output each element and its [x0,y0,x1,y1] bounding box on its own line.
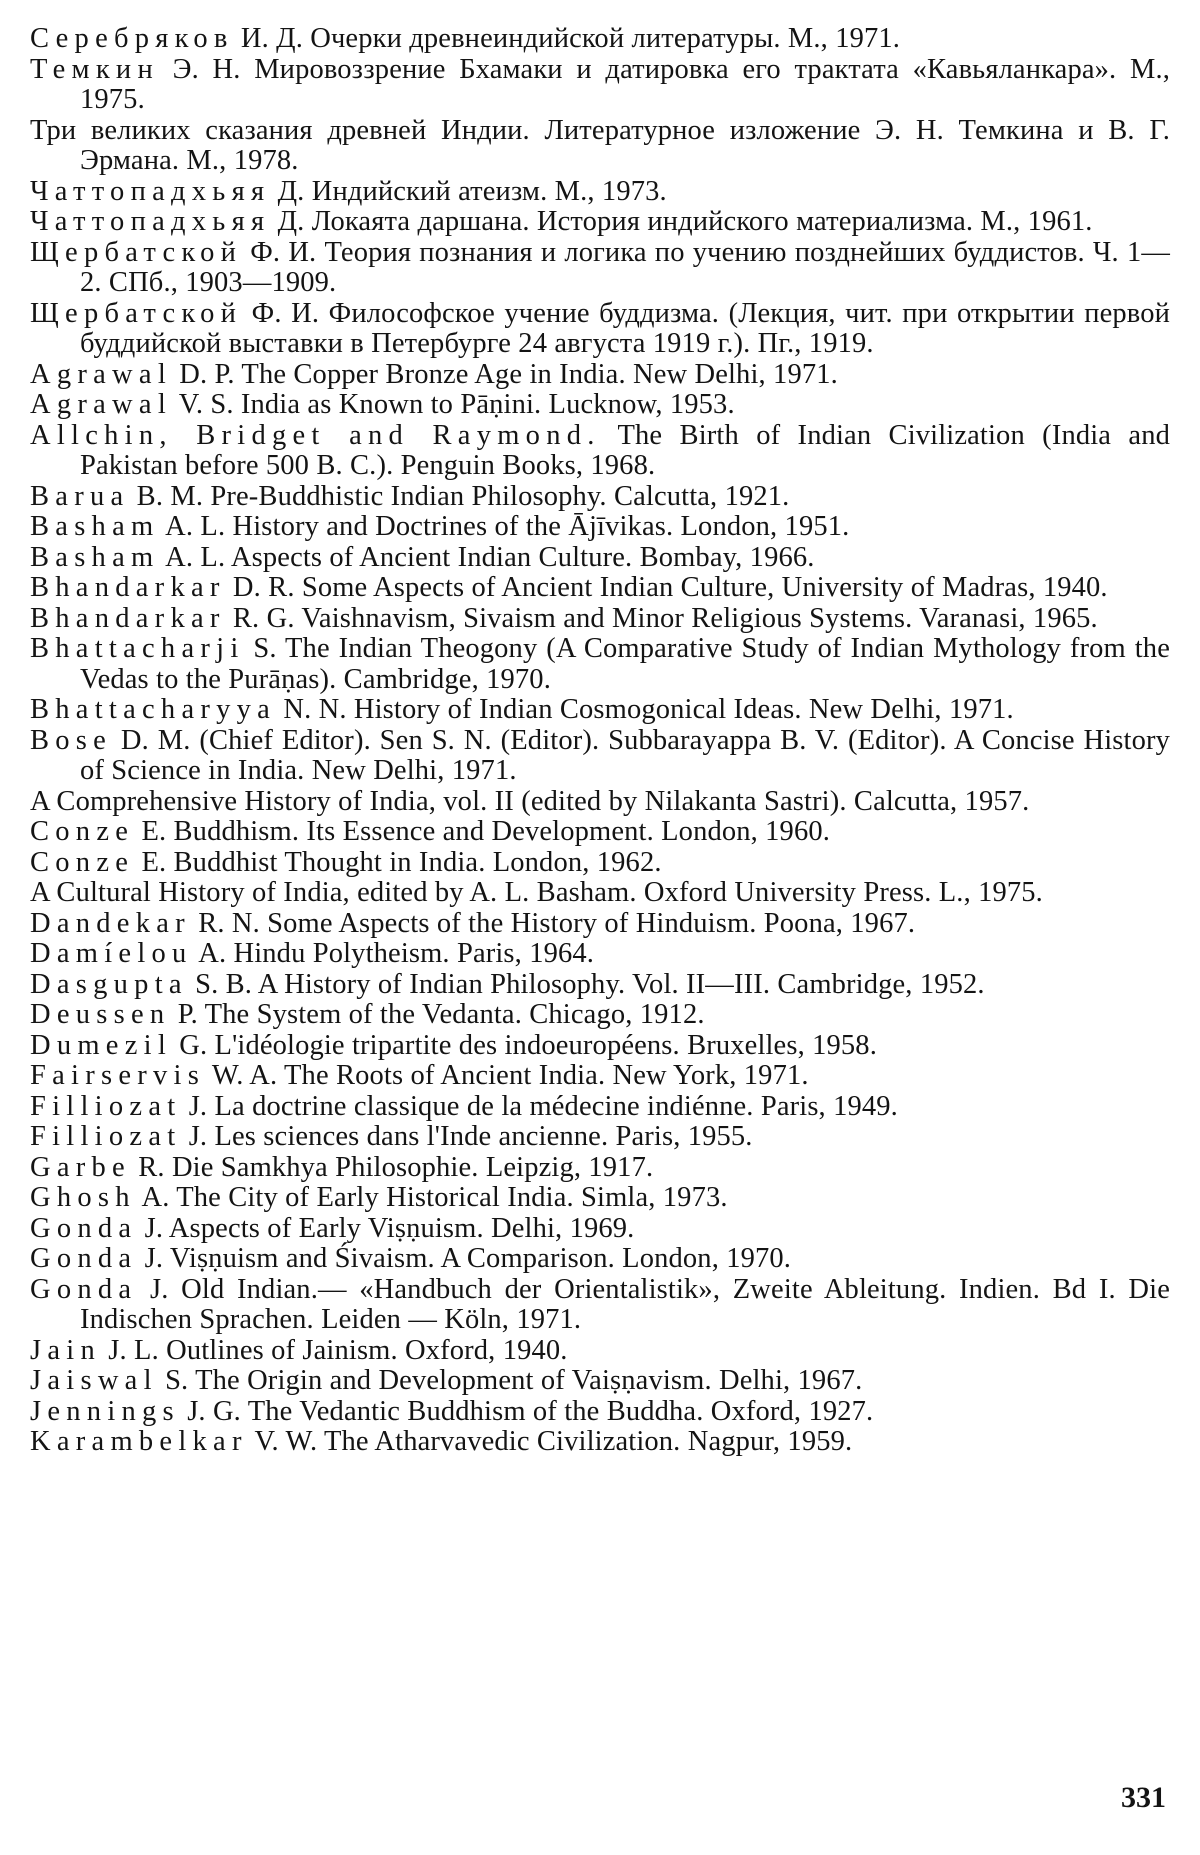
bibliography-entry [30,909,1170,940]
entry-text: N. N. History of Indian Cosmogonical Ideas. New Delhi, 1971. [276,694,1014,725]
bibliography-entry [30,1000,1170,1031]
entry-text: E. Buddhist Thought in India. London, 1962. [134,846,662,878]
bibliography-entry [30,817,1170,848]
entry-text: D. R. Some Aspects of Ancient Indian Culture, University of Madras, 1940. [225,572,1108,603]
entry-author: Gonda [30,1243,138,1274]
entry-author: Fairservis [30,1060,206,1091]
entry-author: Gonda [30,1212,138,1244]
entry-author: Conze [30,846,135,878]
entry-text: J. Viṣṇuism and Śivaism. A Comparison. London, 1970. [137,1243,792,1274]
entry-text: W. A. The Roots of Ancient India. New York, 1971. [205,1060,809,1091]
entry-author: Damíelou [30,938,193,969]
bibliography-entry [30,1031,1170,1062]
bibliography-entry [30,1214,1170,1245]
entry-text: V. S. India as Known to Pāṇini. Lucknow, 1953. [172,389,735,420]
entry-author: Allchin, Bridget and Raymond. [30,419,601,451]
entry-author: Garbe [30,1151,131,1183]
bibliography-entry [30,238,1170,299]
entry-text: J. Les sciences dans l'Inde ancienne. Paris, 1955. [181,1121,753,1152]
entry-text: B. M. Pre-Buddhistic Indian Philosophy. Calcutta, 1921. [129,480,790,512]
entry-text: R. Die Samkhya Philosophie. Leipzig, 1917. [130,1151,654,1183]
entry-text: A. L. Aspects of Ancient Indian Culture. Bombay, 1966. [159,541,815,573]
bibliography-page [30,24,1170,1824]
entry-author: Basham [30,511,160,542]
entry-text: S. The Origin and Development of Vaiṣṇavism. Delhi, 1967. [157,1365,863,1396]
entry-author: Чаттопадхьяя [30,175,271,207]
entry-text: R. G. Vaishnavism, Sivaism and Minor Religious Systems. Varanasi, 1965. [225,602,1098,634]
bibliography-entry [30,848,1170,879]
entry-text: A. The City of Early Historical India. Simla, 1973. [135,1182,728,1213]
entry-text: Три великих сказания древней Индии. Литературное изложение Э. Н. Темкина и В. Г. Эрмана. М., 1978. [30,114,1170,176]
entry-text: Э. Н. Мировоззрение Бхамаки и датировка его трактата «Кавьяланкара». М., 1975. [80,53,1170,115]
page-number: 331 [1121,1781,1166,1814]
entry-author: Dasgupta [30,968,188,1000]
entry-text: Ф. И. Теория познания и логика по учению позднейших буддистов. Ч. 1—2. СПб., 1903—1909. [80,236,1170,298]
entry-author: Чаттопадхьяя [30,206,271,237]
entry-author: Jain [30,1334,101,1366]
bibliography-entry [30,207,1170,238]
entry-author: Bose [30,724,113,756]
bibliography-entry [30,482,1170,513]
bibliography-entry [30,1092,1170,1123]
bibliography-entry [30,1153,1170,1184]
bibliography-entry [30,1122,1170,1153]
entry-author: Серебряков [30,23,234,54]
entry-author: Jennings [30,1395,180,1427]
entry-author: Dumezil [30,1029,173,1061]
bibliography-entry [30,787,1170,818]
bibliography-entry [30,970,1170,1001]
bibliography-entry [30,177,1170,208]
entry-text: Д. Локаята даршана. История индийского материализма. М., 1961. [270,206,1093,237]
bibliography-entry [30,726,1170,787]
entry-author: Dandekar [30,907,191,939]
entry-text: A. L. History and Doctrines of the Ājīvikas. London, 1951. [159,511,850,542]
bibliography-entry [30,634,1170,695]
entry-author: Deussen [30,999,171,1030]
entry-text: S. B. A History of Indian Philosophy. Vol. II—III. Cambridge, 1952. [187,968,985,1000]
entry-text: J. Aspects of Early Viṣṇuism. Delhi, 1969. [137,1212,635,1244]
bibliography-entry [30,1397,1170,1428]
bibliography-entry [30,390,1170,421]
bibliography-entry [30,421,1170,482]
entry-author: Щербатской [30,236,243,268]
bibliography-entry [30,1061,1170,1092]
bibliography-entry [30,878,1170,909]
entry-author: Agrawal [30,389,173,420]
entry-text: J. L. Outlines of Jainism. Oxford, 1940. [101,1334,568,1366]
entry-text: A Comprehensive History of India, vol. II (edited by Nilakanta Sastri). Calcutta, 1957. [30,785,1030,817]
bibliography-entry [30,939,1170,970]
entry-text: J. Old Indian.— «Handbuch der Orientalistik», Zweite Ableitung. Indien. Bd I. Die Indischen Sprachen. Leiden — Köln, 1971. [80,1273,1170,1335]
entry-author: Conze [30,816,135,847]
entry-author: Filliozat [30,1121,182,1152]
entry-author: Bhattacharyya [30,694,277,725]
entry-text: A. Hindu Polytheism. Paris, 1964. [192,938,595,969]
bibliography-entry [30,24,1170,55]
entry-author: Agrawal [30,358,173,390]
entry-author: Bhandarkar [30,572,226,603]
bibliography-entry [30,1275,1170,1336]
entry-text: D. M. (Chief Editor). Sen S. N. (Editor). Subbarayappa B. V. (Editor). A Concise History of Science in India. New Delhi, 1971. [80,724,1170,786]
entry-author: Jaiswal [30,1365,158,1396]
bibliography-entry [30,55,1170,116]
entry-author: Bhandarkar [30,602,226,634]
bibliography-entry [30,1183,1170,1214]
bibliography-entry [30,116,1170,177]
bibliography-entry [30,512,1170,543]
entry-author: Щербатской [30,297,243,329]
bibliography-entry [30,695,1170,726]
entry-author: Gonda [30,1273,138,1305]
entry-author: Filliozat [30,1090,182,1122]
entry-author: Karambelkar [30,1426,248,1457]
entry-text: The Birth of Indian Civilization (India and Pakistan before 500 B. C.). Penguin Books, 1968. [80,419,1171,481]
bibliography-entry [30,360,1170,391]
entry-author: Темкин [30,53,159,85]
entry-author: Basham [30,541,160,573]
entry-text: И. Д. Очерки древнеиндийской литературы. М., 1971. [233,23,901,54]
bibliography-entry [30,604,1170,635]
bibliography-list [30,24,1170,1458]
entry-text: D. P. The Copper Bronze Age in India. New Delhi, 1971. [172,358,838,390]
entry-text: P. The System of the Vedanta. Chicago, 1912. [170,999,705,1030]
entry-text: E. Buddhism. Its Essence and Development. London, 1960. [134,816,831,847]
bibliography-entry [30,573,1170,604]
entry-text: Д. Индийский атеизм. М., 1973. [270,175,667,207]
entry-text: A Cultural History of India, edited by A. L. Basham. Oxford University Press. L., 1975. [30,877,1043,908]
entry-author: Ghosh [30,1182,136,1213]
entry-text: J. G. The Vedantic Buddhism of the Buddha. Oxford, 1927. [179,1395,874,1427]
bibliography-entry [30,1366,1170,1397]
bibliography-entry [30,543,1170,574]
bibliography-entry [30,1336,1170,1367]
bibliography-entry [30,1427,1170,1458]
entry-text: R. N. Some Aspects of the History of Hinduism. Poona, 1967. [190,907,916,939]
entry-text: J. La doctrine classique de la médecine indiénne. Paris, 1949. [181,1090,898,1122]
entry-text: S. The Indian Theogony (A Comparative Study of Indian Mythology from the Vedas to the Purāṇas). Cambridge, 1970. [80,633,1170,695]
entry-text: V. W. The Atharvavedic Civilization. Nagpur, 1959. [247,1426,853,1457]
entry-text: G. L'idéologie tripartite des indoeuropéens. Bruxelles, 1958. [172,1029,877,1061]
bibliography-entry [30,1244,1170,1275]
entry-text: Ф. И. Философское учение буддизма. (Лекция, чит. при открытии первой буддийской выставки в Петербурге 24 августа 1919 г.). Пг., 1919. [80,297,1170,359]
entry-author: Barua [30,480,130,512]
entry-author: Bhattacharji [30,633,245,664]
bibliography-entry [30,299,1170,360]
